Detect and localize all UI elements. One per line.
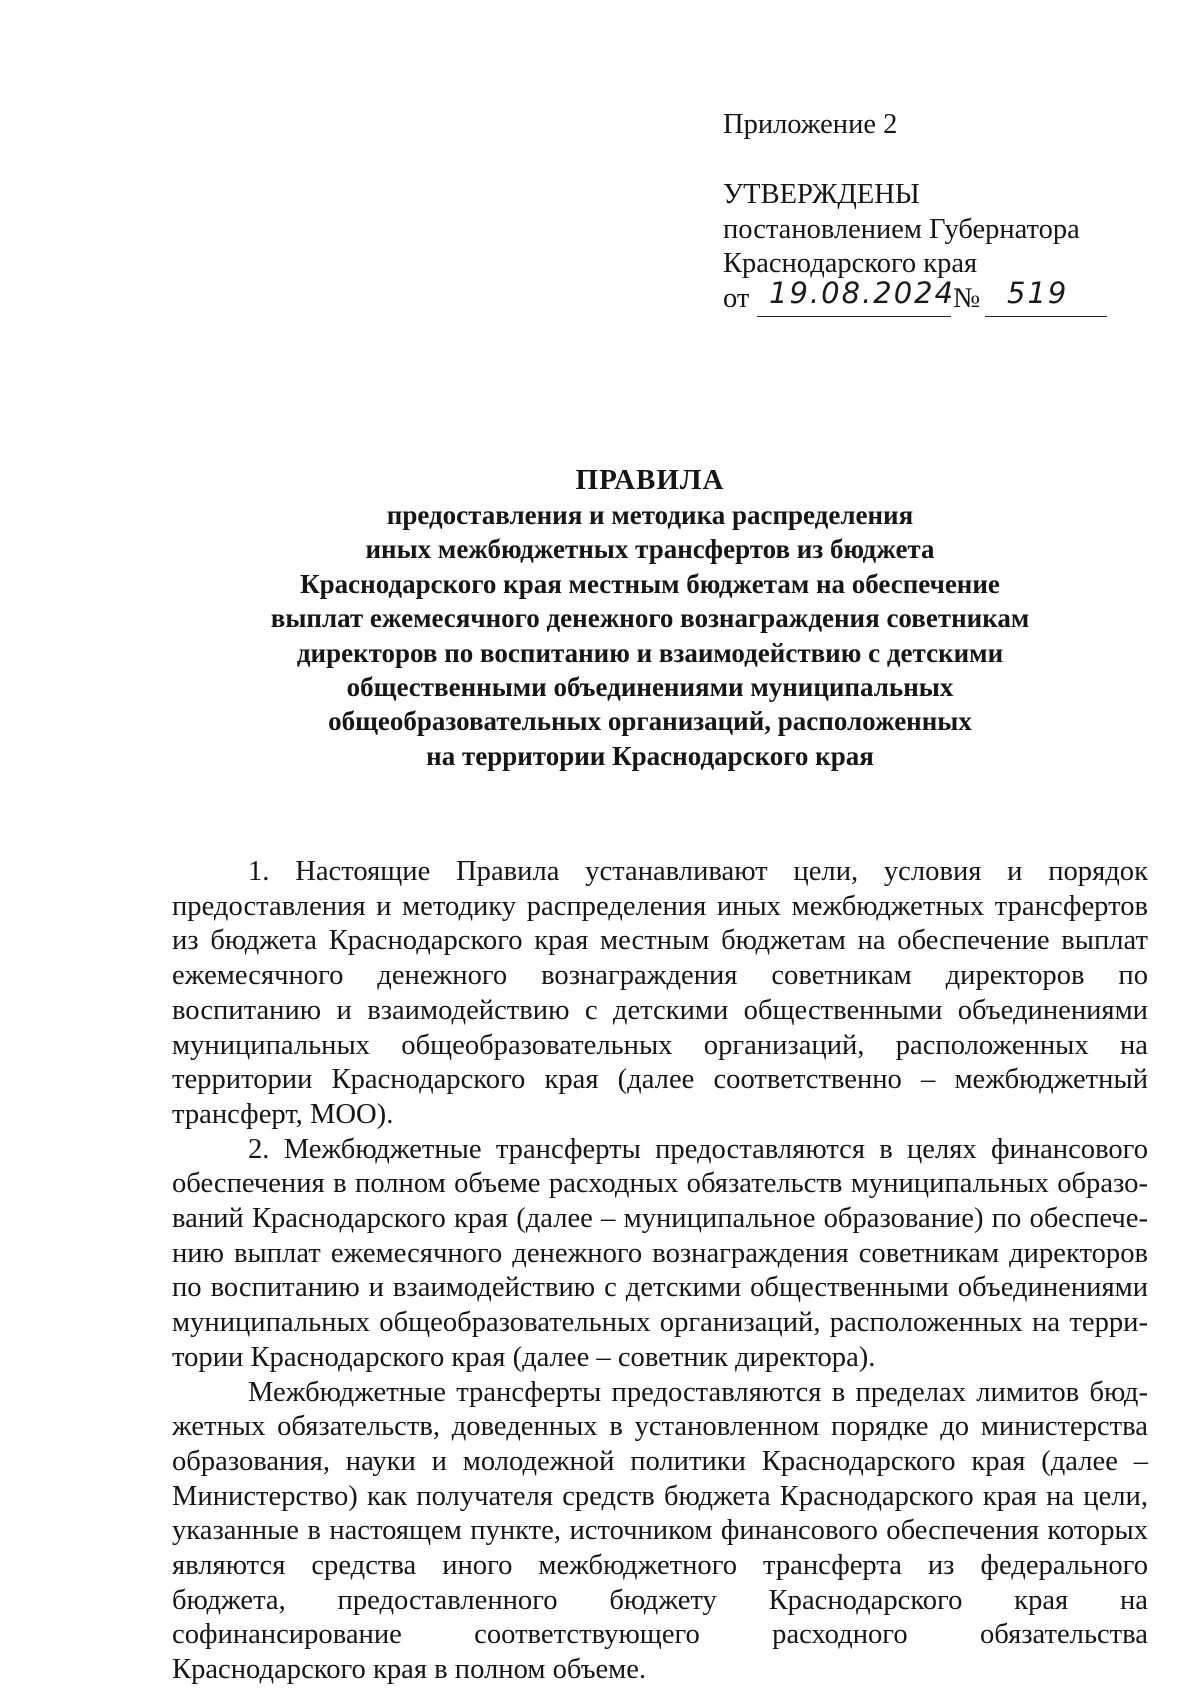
decree-number-handwritten: 519	[1007, 276, 1069, 310]
approved-by-decree: постановлением Губернатора	[723, 214, 1080, 245]
title-main: ПРАВИЛА	[575, 464, 725, 496]
title-line: Краснодарского края местным бюджетам на обеспечение	[300, 568, 1000, 599]
paragraph-1: 1. Настоящие Правила устанавливают цели, условия и порядок предоставления и методику распределения иных межбюджетных трансфертов из бюджета Краснодарского края местным бюджетам на обеспечение выплат ежемесячного денежного вознаграждения советникам директоров по воспитанию и взаимодействию с детскими общественными объединениями муниципальных общеобразовательных организаций, расположенных на территории Краснодарского края (далее соответственно – межбюджетный трансферт, МОО).	[172, 856, 1148, 1130]
paragraph-3: Межбюджетные трансферты предоставляются в пределах лимитов бюджетных обязательств, доведенных в установленном порядке до министерства образования, науки и молодежной политики Краснодарского края (далее – Министерство) как получателя средств бюджета Краснодарского края на цели, указанные в настоящем пункте, источником финансового обеспечения которых являются средства иного межбюджетного трансферта из федерального бюджета, предоставленного бюджету Краснодарского края на софинансирование соответствующего расходного обязательства Краснодарского края в полном объеме.	[172, 1376, 1148, 1686]
approved-of-governor: Краснодарского края	[723, 248, 978, 279]
title-line: на территории Краснодарского края	[426, 740, 874, 771]
title-line: общественными объединениями муниципальных	[346, 672, 954, 703]
title-line: общеобразовательных организаций, расположенных	[328, 706, 972, 737]
title-line: иных межбюджетных трансфертов из бюджета	[365, 534, 935, 565]
document-body	[172, 855, 1148, 1688]
decree-date-line	[723, 276, 1113, 319]
title-line: выплат ежемесячного денежного вознаграждения советникам	[270, 603, 1030, 634]
number-prefix: №	[953, 283, 981, 314]
title-line: директоров по воспитанию и взаимодействию с детскими	[296, 637, 1004, 668]
approved-heading: УТВЕРЖДЕНЫ	[723, 179, 920, 210]
decree-date-handwritten: 19.08.2024	[769, 276, 956, 310]
title-line: предоставления и методика распределения	[386, 500, 914, 530]
document-title	[200, 463, 1100, 773]
paragraph-2: 2. Межбюджетные трансферты предоставляются в целях финансового обеспечения в полном объеме расходных обязательств муниципальных образований Краснодарского края (далее – муниципальное образование) по обеспечению выплат ежемесячного денежного вознаграждения советникам директоров по воспитанию и взаимодействию с детскими общественными объединениями муниципальных общеобразовательных организаций, расположенных на территории Краснодарского края (далее – советник директора).	[172, 1133, 1148, 1373]
date-prefix: от	[723, 283, 750, 314]
number-underline	[985, 316, 1107, 317]
appendix-label: Приложение 2	[723, 109, 898, 140]
date-underline	[757, 316, 951, 317]
